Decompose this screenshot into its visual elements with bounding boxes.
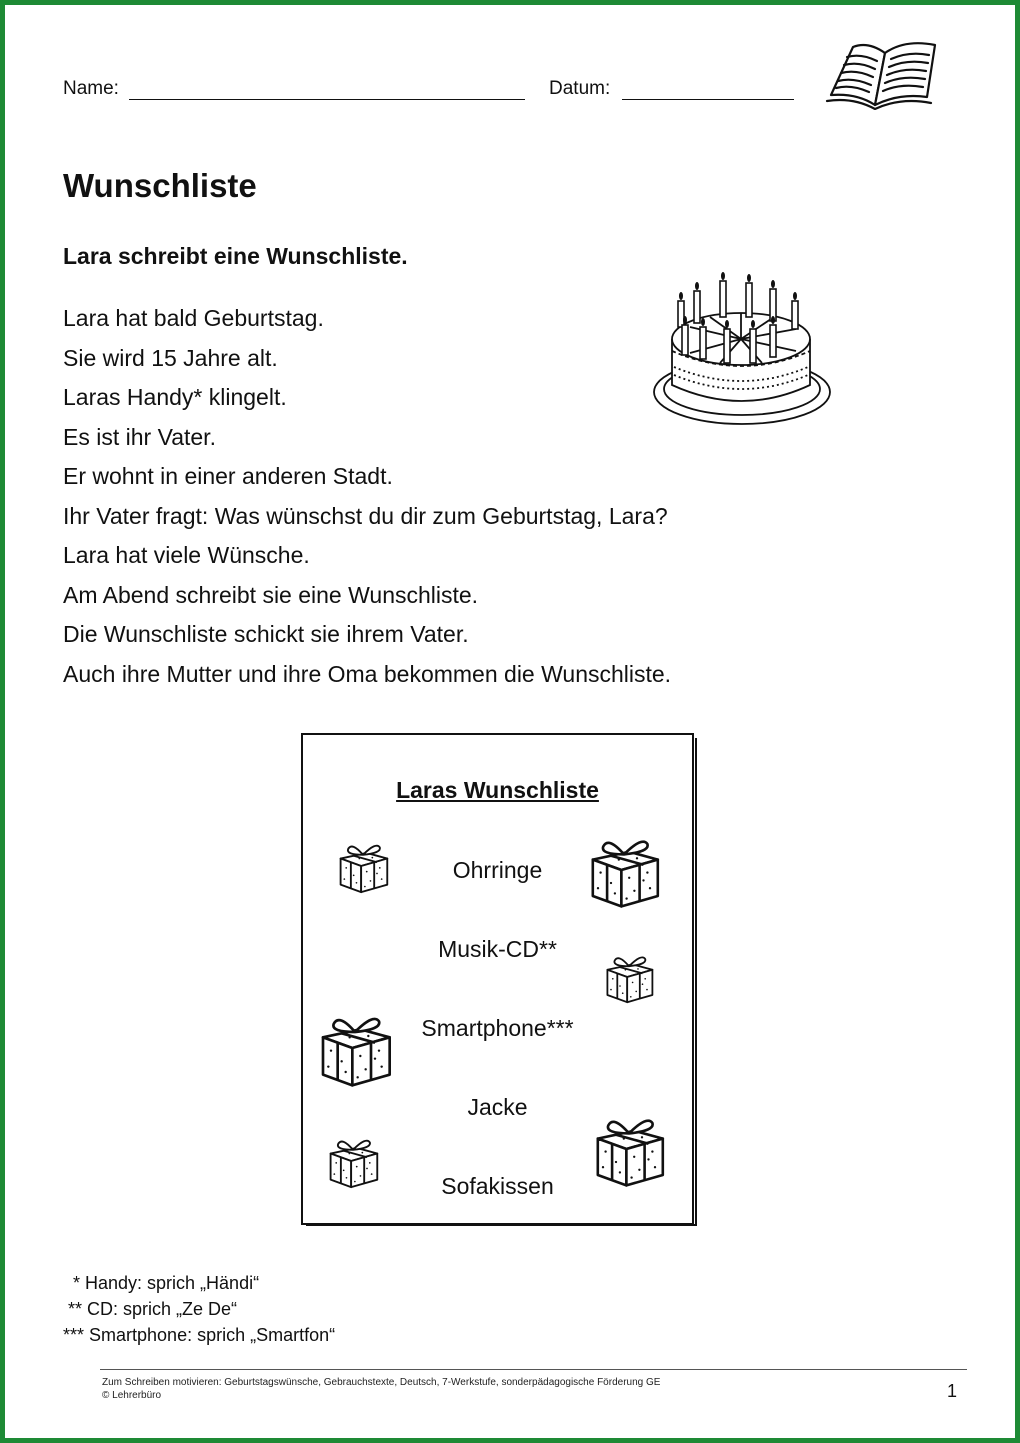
footnote: * Handy: sprich „Händi“ [63, 1273, 260, 1293]
wishlist-title: Laras Wunschliste [396, 777, 599, 803]
gift-icon [335, 838, 391, 894]
gift-icon [585, 831, 663, 909]
footer-source: Zum Schreiben motivieren: Geburtstagswünsche, Gebrauchstexte, Deutsch, 7-Werkstufe, sonderpädagogische Förderung GE [102, 1377, 661, 1388]
page-subtitle: Lara schreibt eine Wunschliste. [63, 243, 408, 269]
page-title: Wunschliste [63, 167, 257, 204]
story-text [63, 299, 671, 694]
page-number: 1 [946, 1381, 957, 1401]
story-line: Es ist ihr Vater. [63, 423, 216, 450]
story-line: Er wohnt in einer anderen Stadt. [63, 463, 393, 489]
wishlist-item: Jacke [467, 1094, 528, 1120]
gift-icon [315, 1008, 395, 1088]
date-label: Datum: [549, 78, 611, 99]
wishlist-item: Ohrringe [452, 857, 543, 883]
gift-icon [325, 1133, 381, 1189]
name-field-line[interactable] [129, 99, 525, 100]
story-line: Am Abend schreibt sie eine Wunschliste. [63, 581, 479, 608]
name-label: Name: [63, 78, 119, 99]
gift-icon [602, 950, 656, 1004]
footnotes [63, 1270, 335, 1348]
wishlist-item: Smartphone*** [421, 1015, 574, 1041]
footer-copyright: © Lehrerbüro [102, 1390, 162, 1401]
wishlist-item: Sofakissen [441, 1173, 554, 1199]
story-line: Ihr Vater fragt: Was wünschst du dir zum Geburtstag, Lara? [63, 502, 668, 529]
story-line: Lara hat bald Geburtstag. [63, 305, 324, 331]
story-line: Auch ihre Mutter und ihre Oma bekommen die Wunschliste. [63, 660, 672, 687]
footer-divider [100, 1369, 967, 1370]
footnote: *** Smartphone: sprich „Smartfon“ [63, 1325, 336, 1345]
birthday-cake-icon [650, 267, 835, 432]
footer-credits [102, 1376, 660, 1402]
footnote: ** CD: sprich „Ze De“ [63, 1299, 238, 1319]
wishlist-item: Musik-CD** [438, 936, 557, 962]
gift-icon [590, 1110, 668, 1188]
open-book-icon [823, 35, 948, 110]
story-line: Die Wunschliste schickt sie ihrem Vater. [63, 621, 469, 647]
story-line: Lara hat viele Wünsche. [63, 542, 310, 568]
date-field-line[interactable] [622, 99, 794, 100]
story-line: Laras Handy* klingelt. [63, 384, 287, 410]
story-line: Sie wird 15 Jahre alt. [63, 344, 278, 371]
